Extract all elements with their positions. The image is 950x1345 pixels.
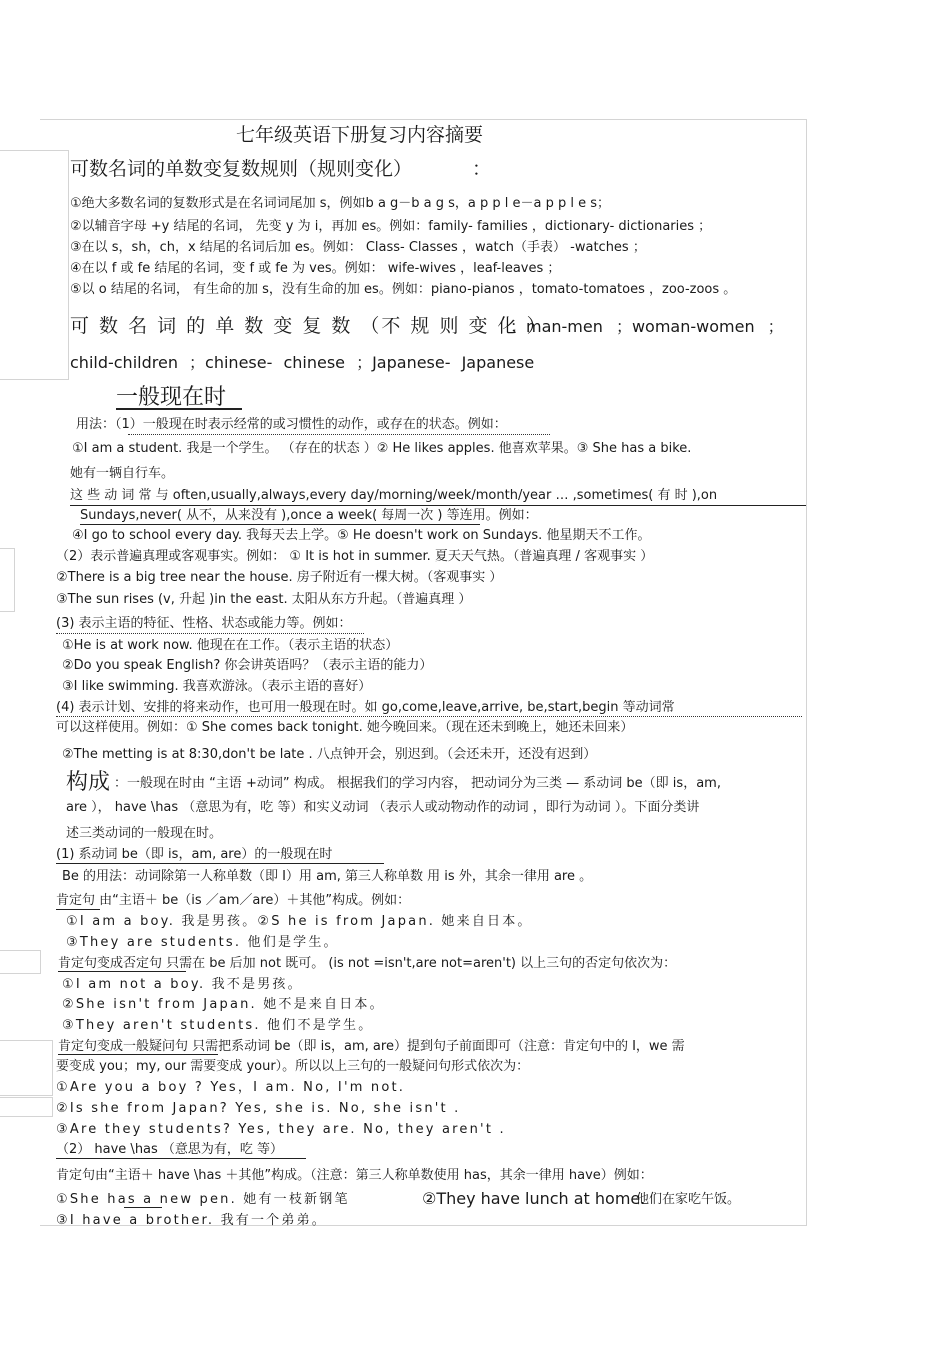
be-affirm-ex2: ③They are students. 他们是学生。 <box>66 935 339 950</box>
rule-1: ①绝大多数名词的复数形式是在名词词尾加 s，例如b a g－b a g s，a p p l e－a p p l e s； <box>70 196 611 211</box>
rule-3: ③在以 s，sh，ch，x 结尾的名词后加 es。例如： Class- Classes ，watch（手表） -watches ； <box>70 240 646 255</box>
be-affirm-ex1: ①I am a boy. 我是男孩。②S he is from Japan. 她来自日本。 <box>66 914 533 929</box>
be-question-ex1: ①Are you a boy ? Yes，I am. No, I'm not. <box>56 1080 406 1095</box>
left-frame-block-4 <box>0 1040 53 1096</box>
left-frame-block-5 <box>0 1097 53 1117</box>
present-point-2a: ②There is a big tree near the house. 房子附近有一棵大树。（客观事实 ） <box>56 570 503 585</box>
doc-title: 七年级英语下册复习内容摘要 <box>236 124 484 146</box>
have-ex1-second: ②They have lunch at home. <box>422 1189 646 1208</box>
be-usage: Be 的用法：动词除第一人称单数（即 I）用 am, 第三人称单数 用 is 外，其余一律用 are 。 <box>62 869 593 884</box>
present-point-3c: ③I like swimming. 我喜欢游泳。（表示主语的喜好） <box>62 679 372 694</box>
present-ex1b: 她有一辆自行车。 <box>70 466 175 481</box>
be-neg-ex1: ①I am not a boy. 我不是男孩。 <box>62 977 303 992</box>
present-heading-underline <box>116 408 242 410</box>
plural-regular-heading: 可数名词的单数变复数规则（规则变化） <box>70 158 413 180</box>
present-point-3b: ②Do you speak English? 你会讲英语吗？（表示主语的能力） <box>62 658 433 673</box>
be-heading: (1) 系动词 be（即 is，am, are）的一般现在时 <box>56 847 333 862</box>
be-negative: 肯定句变成否定句 只需在 be 后加 not 既可。 (is not =isn't,are not=aren't) 以上三句的否定句依次为： <box>58 956 677 971</box>
rule-2: ②以辅音字母 +y 结尾的名词， 先变 y 为 i，再加 es。例如：family- families ，dictionary- dictionaries ； <box>70 219 712 234</box>
be-question-2: 要变成 you；my, our 需要变成 your）。所以以上三句的一般疑问句形式依次为： <box>56 1059 530 1074</box>
be-question: 肯定句变成一般疑问句 只需把系动词 be（即 is，am, are）提到句子前面即可（注意：肯定句中的 I，we 需 <box>58 1039 685 1054</box>
have-ex1: ①She has a new pen. 她有一枝新钢笔 <box>56 1192 350 1207</box>
present-ex2: ④I go to school every day. 我每天去上学。⑤ He doesn't work on Sundays. 他星期天不工作。 <box>72 528 651 543</box>
have-affirm: 肯定句由“主语＋ have \has ＋其他”构成。（注意：第三人称单数使用 has，其余一律用 have）例如： <box>56 1168 653 1183</box>
be-affirm-underline <box>56 909 100 910</box>
point4-dots <box>56 716 802 717</box>
present-point-2b: ③The sun rises (v, 升起 )in the east. 太阳从东方升起。（普遍真理 ） <box>56 592 472 607</box>
structure-text-1: ：一般现在时由 “主语 +动词” 构成。 根据我们的学习内容， 把动词分为三类 — 系动词 be（即 is，am, <box>114 776 721 791</box>
be-heading-underline <box>56 863 384 864</box>
adverbs2-underline <box>80 524 480 525</box>
have-heading: （2） have \has （意思为有，吃 等） <box>56 1142 284 1157</box>
rule-4: ④在以 f 或 fe 结尾的名词，变 f 或 fe 为 ves。例如： wife-wives ，leaf-leaves ； <box>70 261 561 276</box>
present-usage: 用法：（1）一般现在时表示经常的或习惯性的动作，或存在的状态。例如： <box>76 417 507 432</box>
be-question-ex3: ③Are they students? Yes, they are. No, they aren't . <box>56 1122 506 1137</box>
have-ex1-second-cn: 他们在家吃午饭。 <box>636 1192 741 1207</box>
have-ex2: ③I have a brother. 我有一个弟弟。 <box>56 1213 327 1228</box>
present-point-2: （2）表示普遍真理或客观事实。例如： ① It is hot in summer. 夏天天气热。（普遍真理 / 客观事实 ） <box>56 549 654 564</box>
be-negative-underline <box>58 971 186 972</box>
be-neg-ex3: ③They aren't students. 他们不是学生。 <box>62 1018 374 1033</box>
plural-irregular-examples-2: child-children ；chinese- chinese ；Japanese- Japanese <box>70 353 535 372</box>
present-point-4: (4) 表示计划、安排的将来动作，也可用一般现在时。如 go,come,leave,arrive, be,start,begin 等动词常 <box>56 700 675 715</box>
present-point-4c: ②The metting is at 8:30,don't be late . 八点钟开会，别迟到。（会还未开，还没有迟到） <box>62 747 597 762</box>
present-adverbs: 这 些 动 词 常 与 often,usually,always,every day/morning/week/month/year … ,sometimes( 有 时 ),on <box>70 488 718 503</box>
present-ex1: ①I am a student. 我是一个学生。 （存在的状态 ）② He likes apples. 他喜欢苹果。③ She has a bike. <box>72 441 692 456</box>
plural-regular-colon: ： <box>472 158 492 180</box>
structure-text-3: 述三类动词的一般现在时。 <box>66 826 223 841</box>
be-question-underline <box>58 1054 218 1055</box>
left-frame-block <box>0 150 69 380</box>
structure-text-2: are ）， have \has （意思为有，吃 等）和实义动词 （表示人或动物动作的动词 ，即行为动词 ）。下面分类讲 <box>66 800 700 815</box>
structure-heading: 构成 <box>66 770 111 795</box>
adverbs-underline <box>70 505 806 506</box>
rule-5: ⑤以 o 结尾的名词， 有生命的加 s，没有生命的加 es。例如：piano-pianos ，tomato-tomatoes ，zoo-zoos 。 <box>70 282 737 297</box>
have-heading-underline <box>56 1158 306 1159</box>
plural-irregular-heading: 可 数 名 词 的 单 数 变 复 数 （不 规 则 变 化 ） <box>70 315 548 337</box>
left-frame-block-2 <box>0 548 15 612</box>
plural-irregular-examples-1: ：man-men ；woman-women ； <box>510 317 784 336</box>
be-neg-ex2: ②She isn't from Japan. 她不是来自日本。 <box>62 997 385 1012</box>
present-point-3a: ①He is at work now. 他现在在工作。（表示主语的状态） <box>62 638 399 653</box>
be-question-ex2: ②Is she from Japan? Yes, she is. No, she isn't . <box>56 1101 461 1116</box>
present-heading: 一般现在时 <box>116 385 227 410</box>
has-underline <box>124 1207 162 1208</box>
usage-dots <box>128 434 550 435</box>
present-point-3: (3) 表示主语的特征、性格、状态或能力等。例如： <box>56 616 352 631</box>
left-frame-block-3 <box>0 950 41 974</box>
be-affirm: 肯定句 由“主语＋ be（is ／am／are）＋其他”构成。例如： <box>56 893 411 908</box>
present-point-4b: 可以这样使用。例如：① She comes back tonight. 她今晚回来。（现在还未到晚上，她还未回来） <box>56 720 634 735</box>
point3-dots <box>56 633 364 634</box>
present-adverbs-2: Sundays,never( 从不，从来没有 ),once a week( 每周一次 ) 等连用。例如： <box>80 508 538 523</box>
